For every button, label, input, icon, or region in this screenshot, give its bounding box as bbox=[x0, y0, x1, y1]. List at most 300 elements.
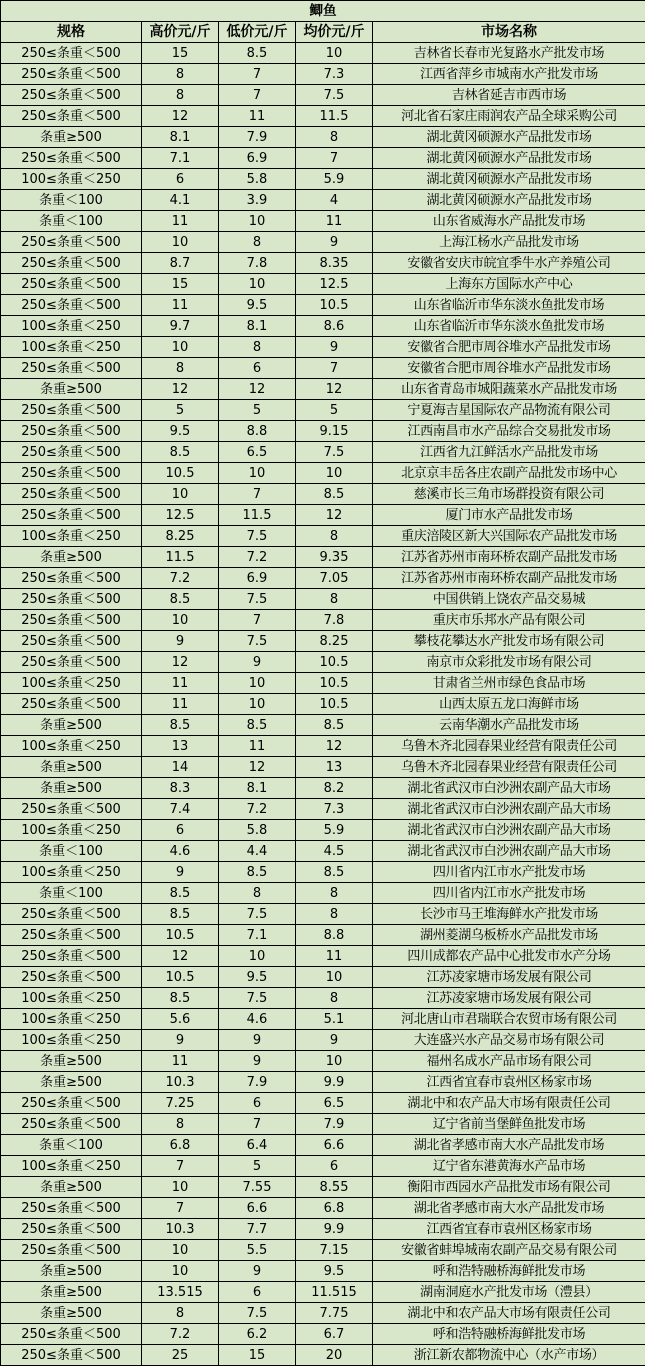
avg-price-cell: 11.5 bbox=[296, 106, 373, 127]
high-price-cell: 6 bbox=[142, 169, 219, 190]
high-price-cell: 8.5 bbox=[142, 442, 219, 463]
high-price-cell: 10.3 bbox=[142, 1219, 219, 1240]
low-price-cell: 6 bbox=[219, 1282, 296, 1303]
low-price-cell: 7.5 bbox=[219, 589, 296, 610]
table-row bbox=[1, 505, 645, 526]
table-body bbox=[1, 43, 645, 1366]
avg-price-cell: 11.515 bbox=[296, 1282, 373, 1303]
high-price-cell: 15 bbox=[142, 43, 219, 64]
spec-cell: 250≤条重＜500 bbox=[1, 358, 142, 379]
spec-cell: 250≤条重＜500 bbox=[1, 589, 142, 610]
table-row bbox=[1, 484, 645, 505]
table-row bbox=[1, 1177, 645, 1198]
avg-price-cell: 11 bbox=[296, 946, 373, 967]
high-price-cell: 14 bbox=[142, 757, 219, 778]
table-row bbox=[1, 463, 645, 484]
low-price-cell: 11 bbox=[219, 106, 296, 127]
spec-cell: 250≤条重＜500 bbox=[1, 232, 142, 253]
high-price-cell: 9 bbox=[142, 862, 219, 883]
avg-price-cell: 6 bbox=[296, 1156, 373, 1177]
low-price-cell: 9 bbox=[219, 1030, 296, 1051]
table-row bbox=[1, 295, 645, 316]
table-row bbox=[1, 568, 645, 589]
market-name-cell: 厦门市水产品批发市场 bbox=[373, 505, 645, 526]
avg-price-cell: 7.5 bbox=[296, 442, 373, 463]
market-name-cell: 湖州菱湖乌板桥水产品批发市场 bbox=[373, 925, 645, 946]
table-row bbox=[1, 43, 645, 64]
market-name-cell: 乌鲁木齐北园春果业经营有限责任公司 bbox=[373, 736, 645, 757]
avg-price-cell: 9.15 bbox=[296, 421, 373, 442]
table-row bbox=[1, 1093, 645, 1114]
market-name-cell: 安徽省蚌埠城南农副产品交易有限公司 bbox=[373, 1240, 645, 1261]
header-low-price: 低价元/斤 bbox=[219, 22, 296, 43]
high-price-cell: 8.5 bbox=[142, 589, 219, 610]
spec-cell: 250≤条重＜500 bbox=[1, 148, 142, 169]
avg-price-cell: 4.5 bbox=[296, 841, 373, 862]
high-price-cell: 8.25 bbox=[142, 526, 219, 547]
table-row bbox=[1, 358, 645, 379]
high-price-cell: 8 bbox=[142, 85, 219, 106]
spec-cell: 250≤条重＜500 bbox=[1, 442, 142, 463]
avg-price-cell: 8 bbox=[296, 883, 373, 904]
spec-cell: 条重≥500 bbox=[1, 1303, 142, 1324]
market-name-cell: 山东省临沂市华东淡水鱼批发市场 bbox=[373, 295, 645, 316]
spec-cell: 250≤条重＜500 bbox=[1, 799, 142, 820]
market-name-cell: 上海东方国际水产中心 bbox=[373, 274, 645, 295]
high-price-cell: 13 bbox=[142, 736, 219, 757]
high-price-cell: 10.5 bbox=[142, 925, 219, 946]
low-price-cell: 7.5 bbox=[219, 1303, 296, 1324]
market-name-cell: 山西太原五龙口海鲜市场 bbox=[373, 694, 645, 715]
avg-price-cell: 7.15 bbox=[296, 1240, 373, 1261]
table-row bbox=[1, 715, 645, 736]
spec-cell: 250≤条重＜500 bbox=[1, 106, 142, 127]
spec-cell: 100≤条重＜250 bbox=[1, 862, 142, 883]
high-price-cell: 25 bbox=[142, 1345, 219, 1366]
avg-price-cell: 5.9 bbox=[296, 169, 373, 190]
avg-price-cell: 8.6 bbox=[296, 316, 373, 337]
spec-cell: 250≤条重＜500 bbox=[1, 484, 142, 505]
market-name-cell: 攀枝花攀达水产批发市场有限公司 bbox=[373, 631, 645, 652]
table-row bbox=[1, 169, 645, 190]
avg-price-cell: 12.5 bbox=[296, 274, 373, 295]
high-price-cell: 7.2 bbox=[142, 1324, 219, 1345]
header-spec: 规格 bbox=[1, 22, 142, 43]
low-price-cell: 3.9 bbox=[219, 190, 296, 211]
spec-cell: 100≤条重＜250 bbox=[1, 820, 142, 841]
high-price-cell: 9.5 bbox=[142, 421, 219, 442]
low-price-cell: 6.5 bbox=[219, 442, 296, 463]
spec-cell: 250≤条重＜500 bbox=[1, 43, 142, 64]
avg-price-cell: 10.5 bbox=[296, 694, 373, 715]
avg-price-cell: 12 bbox=[296, 379, 373, 400]
table-row bbox=[1, 190, 645, 211]
table-row bbox=[1, 547, 645, 568]
market-name-cell: 湖北省武汉市白沙洲农副产品大市场 bbox=[373, 841, 645, 862]
table-row bbox=[1, 127, 645, 148]
high-price-cell: 12 bbox=[142, 379, 219, 400]
market-name-cell: 江西省宜春市袁州区杨家市场 bbox=[373, 1072, 645, 1093]
spec-cell: 250≤条重＜500 bbox=[1, 1240, 142, 1261]
table-row bbox=[1, 610, 645, 631]
high-price-cell: 12 bbox=[142, 106, 219, 127]
spec-cell: 250≤条重＜500 bbox=[1, 505, 142, 526]
spec-cell: 250≤条重＜500 bbox=[1, 1198, 142, 1219]
spec-cell: 条重＜100 bbox=[1, 883, 142, 904]
low-price-cell: 15 bbox=[219, 1345, 296, 1366]
market-name-cell: 重庆市乐邦水产品有限公司 bbox=[373, 610, 645, 631]
avg-price-cell: 9 bbox=[296, 337, 373, 358]
table-row bbox=[1, 64, 645, 85]
low-price-cell: 5 bbox=[219, 400, 296, 421]
avg-price-cell: 9.9 bbox=[296, 1072, 373, 1093]
high-price-cell: 7 bbox=[142, 1156, 219, 1177]
table-row bbox=[1, 673, 645, 694]
spec-cell: 250≤条重＜500 bbox=[1, 1219, 142, 1240]
high-price-cell: 8.7 bbox=[142, 253, 219, 274]
spec-cell: 条重≥500 bbox=[1, 1282, 142, 1303]
low-price-cell: 5.5 bbox=[219, 1240, 296, 1261]
market-name-cell: 江苏省苏州市南环桥农副产品批发市场 bbox=[373, 547, 645, 568]
market-name-cell: 江西省九江鲜活水产品批发市场 bbox=[373, 442, 645, 463]
low-price-cell: 6.9 bbox=[219, 568, 296, 589]
market-name-cell: 山东省威海水产品批发市场 bbox=[373, 211, 645, 232]
low-price-cell: 12 bbox=[219, 757, 296, 778]
high-price-cell: 12 bbox=[142, 652, 219, 673]
high-price-cell: 4.6 bbox=[142, 841, 219, 862]
avg-price-cell: 8.8 bbox=[296, 925, 373, 946]
spec-cell: 条重＜100 bbox=[1, 841, 142, 862]
high-price-cell: 11.5 bbox=[142, 547, 219, 568]
high-price-cell: 8.5 bbox=[142, 883, 219, 904]
avg-price-cell: 8 bbox=[296, 988, 373, 1009]
high-price-cell: 6.8 bbox=[142, 1135, 219, 1156]
table-row bbox=[1, 148, 645, 169]
spec-cell: 250≤条重＜500 bbox=[1, 463, 142, 484]
market-name-cell: 重庆涪陵区新大兴国际农产品批发市场 bbox=[373, 526, 645, 547]
table-row bbox=[1, 526, 645, 547]
avg-price-cell: 8 bbox=[296, 904, 373, 925]
low-price-cell: 7.5 bbox=[219, 988, 296, 1009]
high-price-cell: 6 bbox=[142, 820, 219, 841]
market-name-cell: 江苏省苏州市南环桥农副产品批发市场 bbox=[373, 568, 645, 589]
market-name-cell: 辽宁省前当堡鲜鱼批发市场 bbox=[373, 1114, 645, 1135]
low-price-cell: 9.5 bbox=[219, 295, 296, 316]
table-row bbox=[1, 799, 645, 820]
spec-cell: 250≤条重＜500 bbox=[1, 400, 142, 421]
header-avg-price: 均价元/斤 bbox=[296, 22, 373, 43]
table-row bbox=[1, 1072, 645, 1093]
table-row bbox=[1, 904, 645, 925]
market-name-cell: 湖北黄冈硕源水产品批发市场 bbox=[373, 148, 645, 169]
high-price-cell: 7.25 bbox=[142, 1093, 219, 1114]
table-row bbox=[1, 1219, 645, 1240]
market-name-cell: 江西南昌市水产品综合交易批发市场 bbox=[373, 421, 645, 442]
spec-cell: 250≤条重＜500 bbox=[1, 568, 142, 589]
avg-price-cell: 6.8 bbox=[296, 1198, 373, 1219]
table-row bbox=[1, 946, 645, 967]
low-price-cell: 7 bbox=[219, 85, 296, 106]
avg-price-cell: 7.5 bbox=[296, 85, 373, 106]
high-price-cell: 15 bbox=[142, 274, 219, 295]
avg-price-cell: 10 bbox=[296, 463, 373, 484]
table-row bbox=[1, 1030, 645, 1051]
low-price-cell: 8.5 bbox=[219, 715, 296, 736]
spec-cell: 100≤条重＜250 bbox=[1, 1156, 142, 1177]
avg-price-cell: 9 bbox=[296, 232, 373, 253]
table-row bbox=[1, 1282, 645, 1303]
table-row bbox=[1, 967, 645, 988]
avg-price-cell: 10 bbox=[296, 967, 373, 988]
market-name-cell: 安徽省合肥市周谷堆水产品批发市场 bbox=[373, 337, 645, 358]
spec-cell: 250≤条重＜500 bbox=[1, 85, 142, 106]
market-name-cell: 河北唐山市君瑞联合农贸市场有限公司 bbox=[373, 1009, 645, 1030]
high-price-cell: 10 bbox=[142, 232, 219, 253]
high-price-cell: 8 bbox=[142, 1303, 219, 1324]
market-name-cell: 甘肃省兰州市绿色食品市场 bbox=[373, 673, 645, 694]
spec-cell: 100≤条重＜250 bbox=[1, 988, 142, 1009]
high-price-cell: 8 bbox=[142, 1114, 219, 1135]
low-price-cell: 5.8 bbox=[219, 169, 296, 190]
avg-price-cell: 7.05 bbox=[296, 568, 373, 589]
market-name-cell: 呼和浩特融桥海鲜批发市场 bbox=[373, 1261, 645, 1282]
spec-cell: 条重≥500 bbox=[1, 757, 142, 778]
low-price-cell: 10 bbox=[219, 211, 296, 232]
avg-price-cell: 7.9 bbox=[296, 1114, 373, 1135]
high-price-cell: 10 bbox=[142, 1240, 219, 1261]
low-price-cell: 8.1 bbox=[219, 316, 296, 337]
market-name-cell: 山东省青岛市城阳蔬菜水产品批发市场 bbox=[373, 379, 645, 400]
market-name-cell: 四川成都农产品中心批发市水产分场 bbox=[373, 946, 645, 967]
avg-price-cell: 10.5 bbox=[296, 652, 373, 673]
high-price-cell: 8.5 bbox=[142, 904, 219, 925]
low-price-cell: 10 bbox=[219, 694, 296, 715]
avg-price-cell: 7.75 bbox=[296, 1303, 373, 1324]
spec-cell: 250≤条重＜500 bbox=[1, 1093, 142, 1114]
low-price-cell: 4.6 bbox=[219, 1009, 296, 1030]
high-price-cell: 9 bbox=[142, 631, 219, 652]
spec-cell: 条重≥500 bbox=[1, 778, 142, 799]
market-name-cell: 四川省内江市水产批发市场 bbox=[373, 862, 645, 883]
market-name-cell: 湖北省孝感市南大水产品批发市场 bbox=[373, 1198, 645, 1219]
market-name-cell: 湖北省武汉市白沙洲农副产品大市场 bbox=[373, 778, 645, 799]
high-price-cell: 8.5 bbox=[142, 988, 219, 1009]
table-row bbox=[1, 883, 645, 904]
market-name-cell: 四川省内江市水产批发市场 bbox=[373, 883, 645, 904]
spec-cell: 条重≥500 bbox=[1, 1261, 142, 1282]
low-price-cell: 6 bbox=[219, 358, 296, 379]
high-price-cell: 7 bbox=[142, 1198, 219, 1219]
low-price-cell: 7 bbox=[219, 610, 296, 631]
market-name-cell: 吉林省延吉市西市场 bbox=[373, 85, 645, 106]
table-row bbox=[1, 1303, 645, 1324]
spec-cell: 100≤条重＜250 bbox=[1, 1030, 142, 1051]
low-price-cell: 7.55 bbox=[219, 1177, 296, 1198]
table-row bbox=[1, 1324, 645, 1345]
table-row bbox=[1, 421, 645, 442]
table-row bbox=[1, 211, 645, 232]
avg-price-cell: 5 bbox=[296, 400, 373, 421]
spec-cell: 250≤条重＜500 bbox=[1, 421, 142, 442]
low-price-cell: 6.9 bbox=[219, 148, 296, 169]
high-price-cell: 8.1 bbox=[142, 127, 219, 148]
avg-price-cell: 6.6 bbox=[296, 1135, 373, 1156]
high-price-cell: 7.1 bbox=[142, 148, 219, 169]
header-high-price: 高价元/斤 bbox=[142, 22, 219, 43]
high-price-cell: 11 bbox=[142, 295, 219, 316]
table-row bbox=[1, 841, 645, 862]
avg-price-cell: 7 bbox=[296, 358, 373, 379]
avg-price-cell: 9 bbox=[296, 1030, 373, 1051]
avg-price-cell: 8.2 bbox=[296, 778, 373, 799]
avg-price-cell: 9.5 bbox=[296, 1261, 373, 1282]
avg-price-cell: 7 bbox=[296, 148, 373, 169]
low-price-cell: 8.5 bbox=[219, 862, 296, 883]
high-price-cell: 12 bbox=[142, 946, 219, 967]
market-name-cell: 福州名成水产品市场有限公司 bbox=[373, 1051, 645, 1072]
low-price-cell: 7.5 bbox=[219, 526, 296, 547]
avg-price-cell: 10.5 bbox=[296, 295, 373, 316]
header-market-name: 市场名称 bbox=[373, 22, 645, 43]
low-price-cell: 8 bbox=[219, 337, 296, 358]
table-row bbox=[1, 316, 645, 337]
market-name-cell: 衡阳市西园水产品批发市场有限公司 bbox=[373, 1177, 645, 1198]
low-price-cell: 9 bbox=[219, 1051, 296, 1072]
high-price-cell: 11 bbox=[142, 211, 219, 232]
avg-price-cell: 8.5 bbox=[296, 715, 373, 736]
high-price-cell: 10.3 bbox=[142, 1072, 219, 1093]
table-row bbox=[1, 631, 645, 652]
high-price-cell: 8.5 bbox=[142, 715, 219, 736]
market-name-cell: 北京京丰岳各庄农副产品批发市场中心 bbox=[373, 463, 645, 484]
avg-price-cell: 9.9 bbox=[296, 1219, 373, 1240]
market-name-cell: 呼和浩特融桥海鲜批发市场 bbox=[373, 1324, 645, 1345]
spec-cell: 250≤条重＜500 bbox=[1, 967, 142, 988]
market-name-cell: 江苏凌家塘市场发展有限公司 bbox=[373, 988, 645, 1009]
market-name-cell: 中国供销上饶农产品交易城 bbox=[373, 589, 645, 610]
market-name-cell: 乌鲁木齐北园春果业经营有限责任公司 bbox=[373, 757, 645, 778]
table-row bbox=[1, 85, 645, 106]
low-price-cell: 10 bbox=[219, 673, 296, 694]
low-price-cell: 11.5 bbox=[219, 505, 296, 526]
market-name-cell: 湖北省武汉市白沙洲农副产品大市场 bbox=[373, 820, 645, 841]
market-name-cell: 湖北中和农产品大市场有限责任公司 bbox=[373, 1303, 645, 1324]
spec-cell: 250≤条重＜500 bbox=[1, 1345, 142, 1366]
market-name-cell: 江西省宜春市袁州区杨家市场 bbox=[373, 1219, 645, 1240]
market-name-cell: 河北省石家庄雨润农产品全球采购公司 bbox=[373, 106, 645, 127]
spec-cell: 250≤条重＜500 bbox=[1, 1324, 142, 1345]
avg-price-cell: 5.1 bbox=[296, 1009, 373, 1030]
market-name-cell: 湖南洞庭水产批发市场（澧县） bbox=[373, 1282, 645, 1303]
high-price-cell: 8 bbox=[142, 358, 219, 379]
table-row bbox=[1, 925, 645, 946]
avg-price-cell: 8 bbox=[296, 526, 373, 547]
avg-price-cell: 10.5 bbox=[296, 673, 373, 694]
market-name-cell: 江西省萍乡市城南水产批发市场 bbox=[373, 64, 645, 85]
table-row bbox=[1, 694, 645, 715]
market-name-cell: 大连盛兴水产品交易市场有限公司 bbox=[373, 1030, 645, 1051]
low-price-cell: 10 bbox=[219, 463, 296, 484]
table-row bbox=[1, 337, 645, 358]
table-row bbox=[1, 400, 645, 421]
spec-cell: 250≤条重＜500 bbox=[1, 295, 142, 316]
low-price-cell: 4.4 bbox=[219, 841, 296, 862]
market-name-cell: 湖北黄冈硕源水产品批发市场 bbox=[373, 169, 645, 190]
table-row bbox=[1, 379, 645, 400]
avg-price-cell: 9.35 bbox=[296, 547, 373, 568]
low-price-cell: 7.9 bbox=[219, 1072, 296, 1093]
spec-cell: 条重＜100 bbox=[1, 1135, 142, 1156]
market-name-cell: 安徽省合肥市周谷堆水产品批发市场 bbox=[373, 358, 645, 379]
low-price-cell: 6.6 bbox=[219, 1198, 296, 1219]
market-name-cell: 云南华潮水产品批发市场 bbox=[373, 715, 645, 736]
low-price-cell: 6.2 bbox=[219, 1324, 296, 1345]
high-price-cell: 10 bbox=[142, 337, 219, 358]
spec-cell: 条重＜100 bbox=[1, 211, 142, 232]
table-row bbox=[1, 988, 645, 1009]
spec-cell: 250≤条重＜500 bbox=[1, 610, 142, 631]
spec-cell: 条重＜100 bbox=[1, 190, 142, 211]
low-price-cell: 6 bbox=[219, 1093, 296, 1114]
table-header-row bbox=[1, 22, 645, 43]
spec-cell: 条重≥500 bbox=[1, 379, 142, 400]
high-price-cell: 12.5 bbox=[142, 505, 219, 526]
avg-price-cell: 7.8 bbox=[296, 610, 373, 631]
market-name-cell: 湖北省武汉市白沙洲农副产品大市场 bbox=[373, 799, 645, 820]
low-price-cell: 7.5 bbox=[219, 904, 296, 925]
high-price-cell: 4.1 bbox=[142, 190, 219, 211]
table-row bbox=[1, 1051, 645, 1072]
avg-price-cell: 8.5 bbox=[296, 862, 373, 883]
high-price-cell: 5 bbox=[142, 400, 219, 421]
market-name-cell: 浙江新农都物流中心（水产市场） bbox=[373, 1345, 645, 1366]
spec-cell: 250≤条重＜500 bbox=[1, 946, 142, 967]
spec-cell: 250≤条重＜500 bbox=[1, 64, 142, 85]
table-row bbox=[1, 1156, 645, 1177]
spec-cell: 条重≥500 bbox=[1, 1051, 142, 1072]
low-price-cell: 8 bbox=[219, 232, 296, 253]
table-row bbox=[1, 1114, 645, 1135]
table-row bbox=[1, 757, 645, 778]
high-price-cell: 7.4 bbox=[142, 799, 219, 820]
market-name-cell: 湖北省孝感市南大水产品批发市场 bbox=[373, 1135, 645, 1156]
low-price-cell: 10 bbox=[219, 274, 296, 295]
high-price-cell: 9.7 bbox=[142, 316, 219, 337]
low-price-cell: 11 bbox=[219, 736, 296, 757]
spec-cell: 250≤条重＜500 bbox=[1, 274, 142, 295]
avg-price-cell: 5.9 bbox=[296, 820, 373, 841]
table-row bbox=[1, 442, 645, 463]
low-price-cell: 7.8 bbox=[219, 253, 296, 274]
low-price-cell: 7 bbox=[219, 64, 296, 85]
table-row bbox=[1, 820, 645, 841]
market-name-cell: 辽宁省东港黄海水产品市场 bbox=[373, 1156, 645, 1177]
market-name-cell: 慈溪市长三角市场群投资有限公司 bbox=[373, 484, 645, 505]
table-row bbox=[1, 232, 645, 253]
high-price-cell: 11 bbox=[142, 1051, 219, 1072]
market-name-cell: 江苏凌家塘市场发展有限公司 bbox=[373, 967, 645, 988]
avg-price-cell: 10 bbox=[296, 43, 373, 64]
spec-cell: 100≤条重＜250 bbox=[1, 337, 142, 358]
high-price-cell: 8 bbox=[142, 64, 219, 85]
high-price-cell: 8.3 bbox=[142, 778, 219, 799]
spec-cell: 100≤条重＜250 bbox=[1, 169, 142, 190]
high-price-cell: 10 bbox=[142, 1261, 219, 1282]
high-price-cell: 13.515 bbox=[142, 1282, 219, 1303]
low-price-cell: 10 bbox=[219, 946, 296, 967]
spec-cell: 100≤条重＜250 bbox=[1, 1009, 142, 1030]
spec-cell: 100≤条重＜250 bbox=[1, 736, 142, 757]
